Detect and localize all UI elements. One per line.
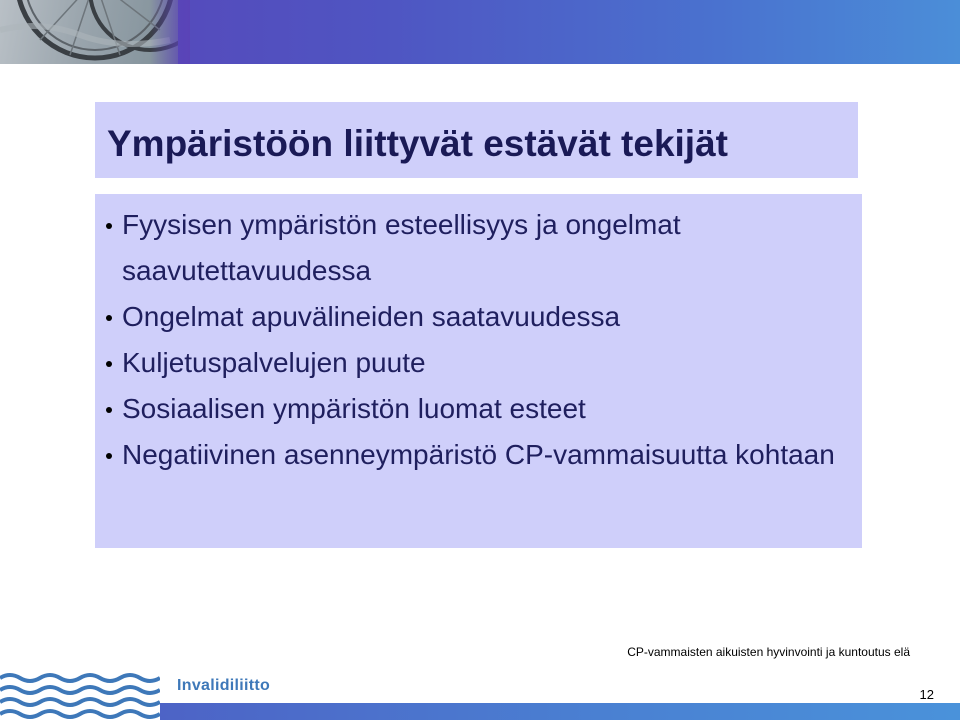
bullet-item <box>95 340 845 386</box>
bullet-icon <box>106 407 112 413</box>
bullet-item <box>95 386 845 432</box>
bullet-item <box>95 432 845 478</box>
header-banner <box>0 0 960 64</box>
page-number: 12 <box>919 687 934 702</box>
bullet-text: Sosiaalisen ympäristön luomat esteet <box>122 393 586 424</box>
bullet-item <box>95 294 845 340</box>
bullet-icon <box>106 315 112 321</box>
bullet-text: Negatiivinen asenneympäristö CP-vammaisuutta kohtaan <box>122 439 835 470</box>
footer-bar <box>160 703 960 720</box>
wave-lines-logo-icon <box>0 668 160 720</box>
bullet-icon <box>106 453 112 459</box>
bullet-list <box>95 202 845 478</box>
bullet-item <box>95 202 845 294</box>
bullet-icon <box>106 361 112 367</box>
banner-fade <box>150 0 190 64</box>
footer-caption: CP-vammaisten aikuisten hyvinvointi ja kuntoutus elä <box>627 645 910 659</box>
organization-logo-text: Invalidiliitto <box>177 677 271 694</box>
slide-title: Ympäristöön liittyvät estävät tekijät <box>107 123 728 164</box>
bullet-text: Kuljetuspalvelujen puute <box>122 347 426 378</box>
bullet-text: Fyysisen ympäristön esteellisyys ja ongelmat saavutettavuudessa <box>122 209 681 286</box>
bullet-text: Ongelmat apuvälineiden saatavuudessa <box>122 301 621 332</box>
title-panel <box>95 102 858 178</box>
bullet-icon <box>106 223 112 229</box>
content-panel <box>95 194 862 548</box>
